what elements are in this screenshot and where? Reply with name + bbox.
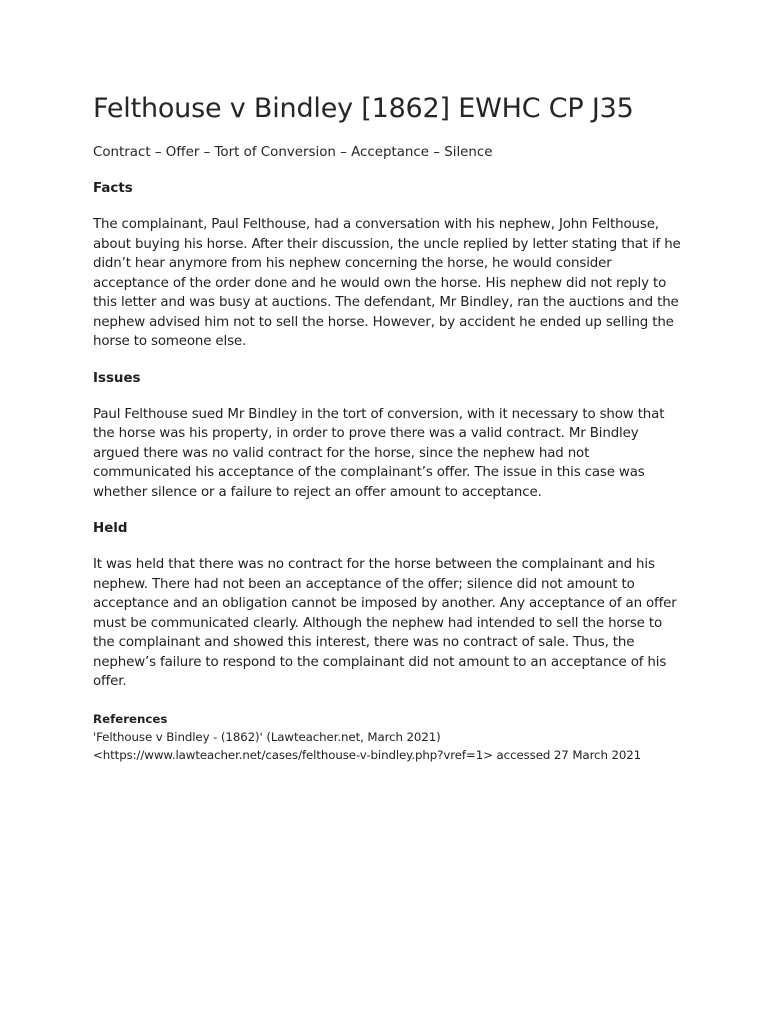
references-heading: References xyxy=(93,711,168,726)
held-paragraph: It was held that there was no contract for the horse between the complainant and his nephew. There had not been an acceptance of the offer; silence did not amount to acceptance and an obligation cannot be imposed by another. Any acceptance of an offer must be communicated clearly. Although the nephew had intended to sell the horse to the complainant and showed this interest, there was no contract of sale. Thus, the nephew’s failure to respond to the complainant did not amount to an acceptance of his offer. xyxy=(93,557,677,689)
facts-paragraph: The complainant, Paul Felthouse, had a conversation with his nephew, John Felthouse, about buying his horse. After their discussion, the uncle replied by letter stating that if he didn’t hear anymore from his nephew concerning the horse, he would consider acceptance of the order done and he would own the horse. His nephew did not reply to this letter and was busy at auctions. The defendant, Mr Bindley, ran the auctions and the nephew advised him not to sell the horse. However, by accident he ended up selling the horse to someone else. xyxy=(93,217,681,349)
document-page xyxy=(93,92,683,764)
issues-heading: Issues xyxy=(93,370,141,386)
facts-section xyxy=(93,179,683,352)
references-text: 'Felthouse v Bindley - (1862)' (Lawteacher.net, March 2021) <https://www.lawteacher.net/cases/felthouse-v-bindley.php?vref=1> accessed 27 March 2021 xyxy=(93,729,642,762)
facts-heading: Facts xyxy=(93,181,133,196)
references-section xyxy=(93,710,683,764)
held-heading: Held xyxy=(93,521,128,536)
document-subtitle: Contract – Offer – Tort of Conversion – Acceptance – Silence xyxy=(93,145,493,160)
issues-paragraph: Paul Felthouse sued Mr Bindley in the tort of conversion, with it necessary to show that the horse was his property, in order to prove there was a valid contract. Mr Bindley argued there was no valid contract for the horse, since the nephew had not communicated his acceptance of the complainant’s offer. The issue in this case was whether silence or a failure to reject an offer amount to acceptance. xyxy=(93,406,665,500)
held-section xyxy=(93,519,683,692)
document-title: Felthouse v Bindley [1862] EWHC CP J35 xyxy=(93,93,634,124)
issues-section xyxy=(93,369,683,503)
